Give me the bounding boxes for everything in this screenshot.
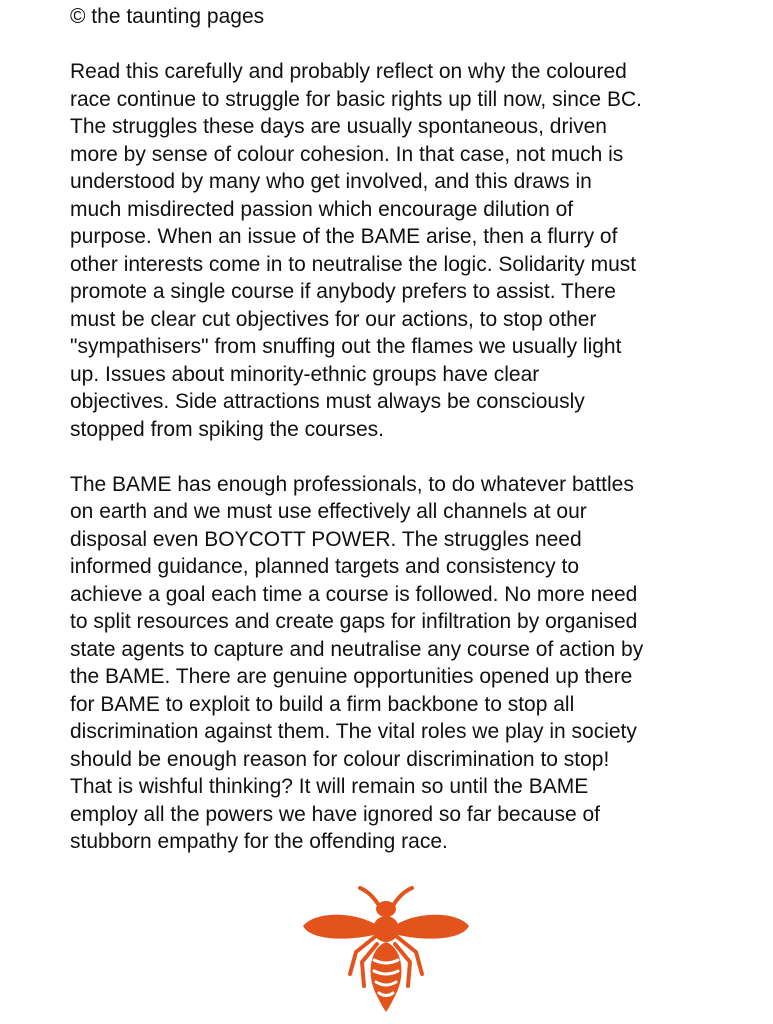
paragraph-line: achieve a goal each time a course is followed. No more need <box>70 582 638 606</box>
paragraph-line: The BAME has enough professionals, to do whatever battles <box>70 472 634 496</box>
copyright-notice: © the taunting pages <box>70 5 265 28</box>
paragraph-line: "sympathisers" from snuffing out the flames we usually light <box>70 335 622 358</box>
paragraph-line: The struggles these days are usually spontaneous, driven <box>70 115 607 138</box>
paragraph-2 <box>70 471 720 856</box>
paragraph-line: purpose. When an issue of the BAME arise, then a flurry of <box>70 225 618 248</box>
paragraph-line: on earth and we must use effectively all channels at our <box>70 500 587 523</box>
bee-logo <box>298 882 474 1016</box>
paragraph-line: the BAME. There are genuine opportunities opened up there <box>70 665 633 688</box>
paragraph-line: Read this carefully and probably reflect on why the coloured <box>70 60 627 83</box>
paragraph-line: to split resources and create gaps for infiltration by organised <box>70 610 638 633</box>
paragraph-line: stopped from spiking the courses. <box>70 417 384 441</box>
paragraph-line: up. Issues about minority-ethnic groups have clear <box>70 362 540 386</box>
paragraph-line: state agents to capture and neutralise any course of action by <box>70 637 644 661</box>
paragraph-line: should be enough reason for colour discrimination to stop! <box>70 747 610 771</box>
paragraph-line: That is wishful thinking? It will remain so until the BAME <box>70 775 589 798</box>
paragraph-line: much misdirected passion which encourage dilution of <box>70 197 574 221</box>
bee-icon <box>298 882 474 1016</box>
paragraph-line: other interests come in to neutralise the logic. Solidarity must <box>70 252 637 276</box>
paragraph-line: understood by many who get involved, and this draws in <box>70 170 592 193</box>
paragraph-line: must be clear cut objectives for our actions, to stop other <box>70 307 597 331</box>
paragraph-line: stubborn empathy for the offending race. <box>70 830 448 853</box>
document-page <box>70 3 720 856</box>
paragraph-line: employ all the powers we have ignored so far because of <box>70 802 600 826</box>
paragraph-line: discrimination against them. The vital roles we play in society <box>70 720 637 743</box>
paragraph-line: disposal even BOYCOTT POWER. The struggles need <box>70 527 582 551</box>
paragraph-line: race continue to struggle for basic rights up till now, since BC. <box>70 87 642 111</box>
paragraph-line: objectives. Side attractions must always be consciously <box>70 390 585 413</box>
paragraph-line: promote a single course if anybody prefers to assist. There <box>70 280 616 303</box>
paragraph-line: more by sense of colour cohesion. In that case, not much is <box>70 142 624 166</box>
paragraph-1 <box>70 58 720 443</box>
paragraph-line: informed guidance, planned targets and consistency to <box>70 555 579 578</box>
paragraph-line: for BAME to exploit to build a firm backbone to stop all <box>70 692 575 716</box>
